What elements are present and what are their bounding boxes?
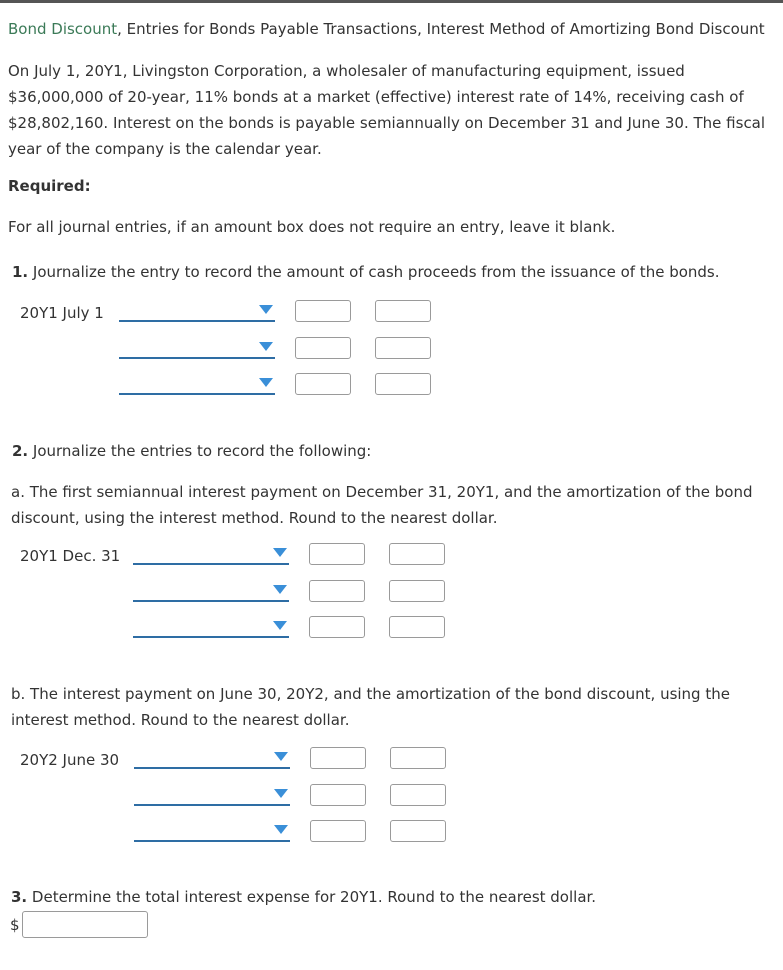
q2a-credit-input-1[interactable]: [389, 543, 445, 565]
chevron-down-icon: [273, 621, 287, 630]
title-link[interactable]: Bond Discount: [8, 20, 118, 38]
q2b-entry-date: 20Y2 June 30: [20, 751, 120, 769]
q2a-credit-input-3[interactable]: [389, 616, 445, 638]
title-text: , Entries for Bonds Payable Transactions, Interest Method of Amortizing Bond Discount: [117, 20, 765, 38]
question-3: [11, 888, 596, 906]
q1-entry-date: 20Y1 July 1: [20, 304, 104, 322]
question-1-text: Journalize the entry to record the amount of cash proceeds from the issuance of the bonds.: [28, 263, 720, 281]
q1-credit-input-2[interactable]: [375, 337, 431, 359]
q2b-debit-input-2[interactable]: [310, 784, 366, 806]
intro-line-4: year of the company is the calendar year.: [8, 140, 322, 158]
q1-account-select-2[interactable]: [119, 337, 275, 359]
q2a-account-select-3[interactable]: [133, 616, 289, 638]
question-2b-line-2: interest method. Round to the nearest dollar.: [11, 711, 350, 729]
required-heading: Required:: [8, 177, 91, 195]
q2a-credit-input-2[interactable]: [389, 580, 445, 602]
q2a-debit-input-1[interactable]: [309, 543, 365, 565]
q2b-account-select-1[interactable]: [134, 747, 290, 769]
chevron-down-icon: [274, 825, 288, 834]
q3-interest-expense-input[interactable]: [22, 911, 148, 938]
intro-line-2: $36,000,000 of 20-year, 11% bonds at a market (effective) interest rate of 14%, receiving cash of: [8, 88, 744, 106]
question-2a-line-2: discount, using the interest method. Round to the nearest dollar.: [11, 509, 498, 527]
q1-debit-input-1[interactable]: [295, 300, 351, 322]
q2a-debit-input-3[interactable]: [309, 616, 365, 638]
chevron-down-icon: [259, 342, 273, 351]
chevron-down-icon: [274, 752, 288, 761]
q2a-debit-input-2[interactable]: [309, 580, 365, 602]
q1-debit-input-2[interactable]: [295, 337, 351, 359]
q1-account-select-3[interactable]: [119, 373, 275, 395]
question-3-text: Determine the total interest expense for 20Y1. Round to the nearest dollar.: [27, 888, 597, 906]
chevron-down-icon: [259, 305, 273, 314]
question-1-number: 1.: [12, 263, 29, 281]
q1-debit-input-3[interactable]: [295, 373, 351, 395]
problem-intro: [8, 58, 778, 162]
question-2-number: 2.: [12, 442, 29, 460]
instructions-text: For all journal entries, if an amount box does not require an entry, leave it blank.: [8, 218, 616, 236]
q2b-account-select-3[interactable]: [134, 820, 290, 842]
q1-credit-input-3[interactable]: [375, 373, 431, 395]
q2b-credit-input-1[interactable]: [390, 747, 446, 769]
question-2a: [11, 479, 781, 531]
question-2a-line-1: a. The first semiannual interest payment on December 31, 20Y1, and the amortization of the bond: [11, 483, 753, 501]
question-2: [12, 442, 371, 460]
q1-account-select-1[interactable]: [119, 300, 275, 322]
q2b-account-select-2[interactable]: [134, 784, 290, 806]
question-1: [12, 263, 720, 281]
problem-title: [8, 20, 765, 38]
q2b-credit-input-3[interactable]: [390, 820, 446, 842]
chevron-down-icon: [259, 378, 273, 387]
chevron-down-icon: [273, 548, 287, 557]
q2b-credit-input-2[interactable]: [390, 784, 446, 806]
chevron-down-icon: [273, 585, 287, 594]
chevron-down-icon: [274, 789, 288, 798]
q2a-account-select-1[interactable]: [133, 543, 289, 565]
q2b-debit-input-3[interactable]: [310, 820, 366, 842]
intro-line-3: $28,802,160. Interest on the bonds is payable semiannually on December 31 and June 30. The fiscal: [8, 114, 766, 132]
q2b-debit-input-1[interactable]: [310, 747, 366, 769]
question-3-number: 3.: [11, 888, 28, 906]
intro-line-1: On July 1, 20Y1, Livingston Corporation, a wholesaler of manufacturing equipment, issued: [8, 62, 685, 80]
question-2-text: Journalize the entries to record the following:: [28, 442, 372, 460]
question-2b-line-1: b. The interest payment on June 30, 20Y2, and the amortization of the bond discount, using the: [11, 685, 730, 703]
currency-symbol: $: [10, 916, 20, 934]
q1-credit-input-1[interactable]: [375, 300, 431, 322]
q2a-entry-date: 20Y1 Dec. 31: [20, 547, 121, 565]
q2a-account-select-2[interactable]: [133, 580, 289, 602]
top-border: [0, 0, 783, 3]
question-2b: [11, 681, 781, 733]
